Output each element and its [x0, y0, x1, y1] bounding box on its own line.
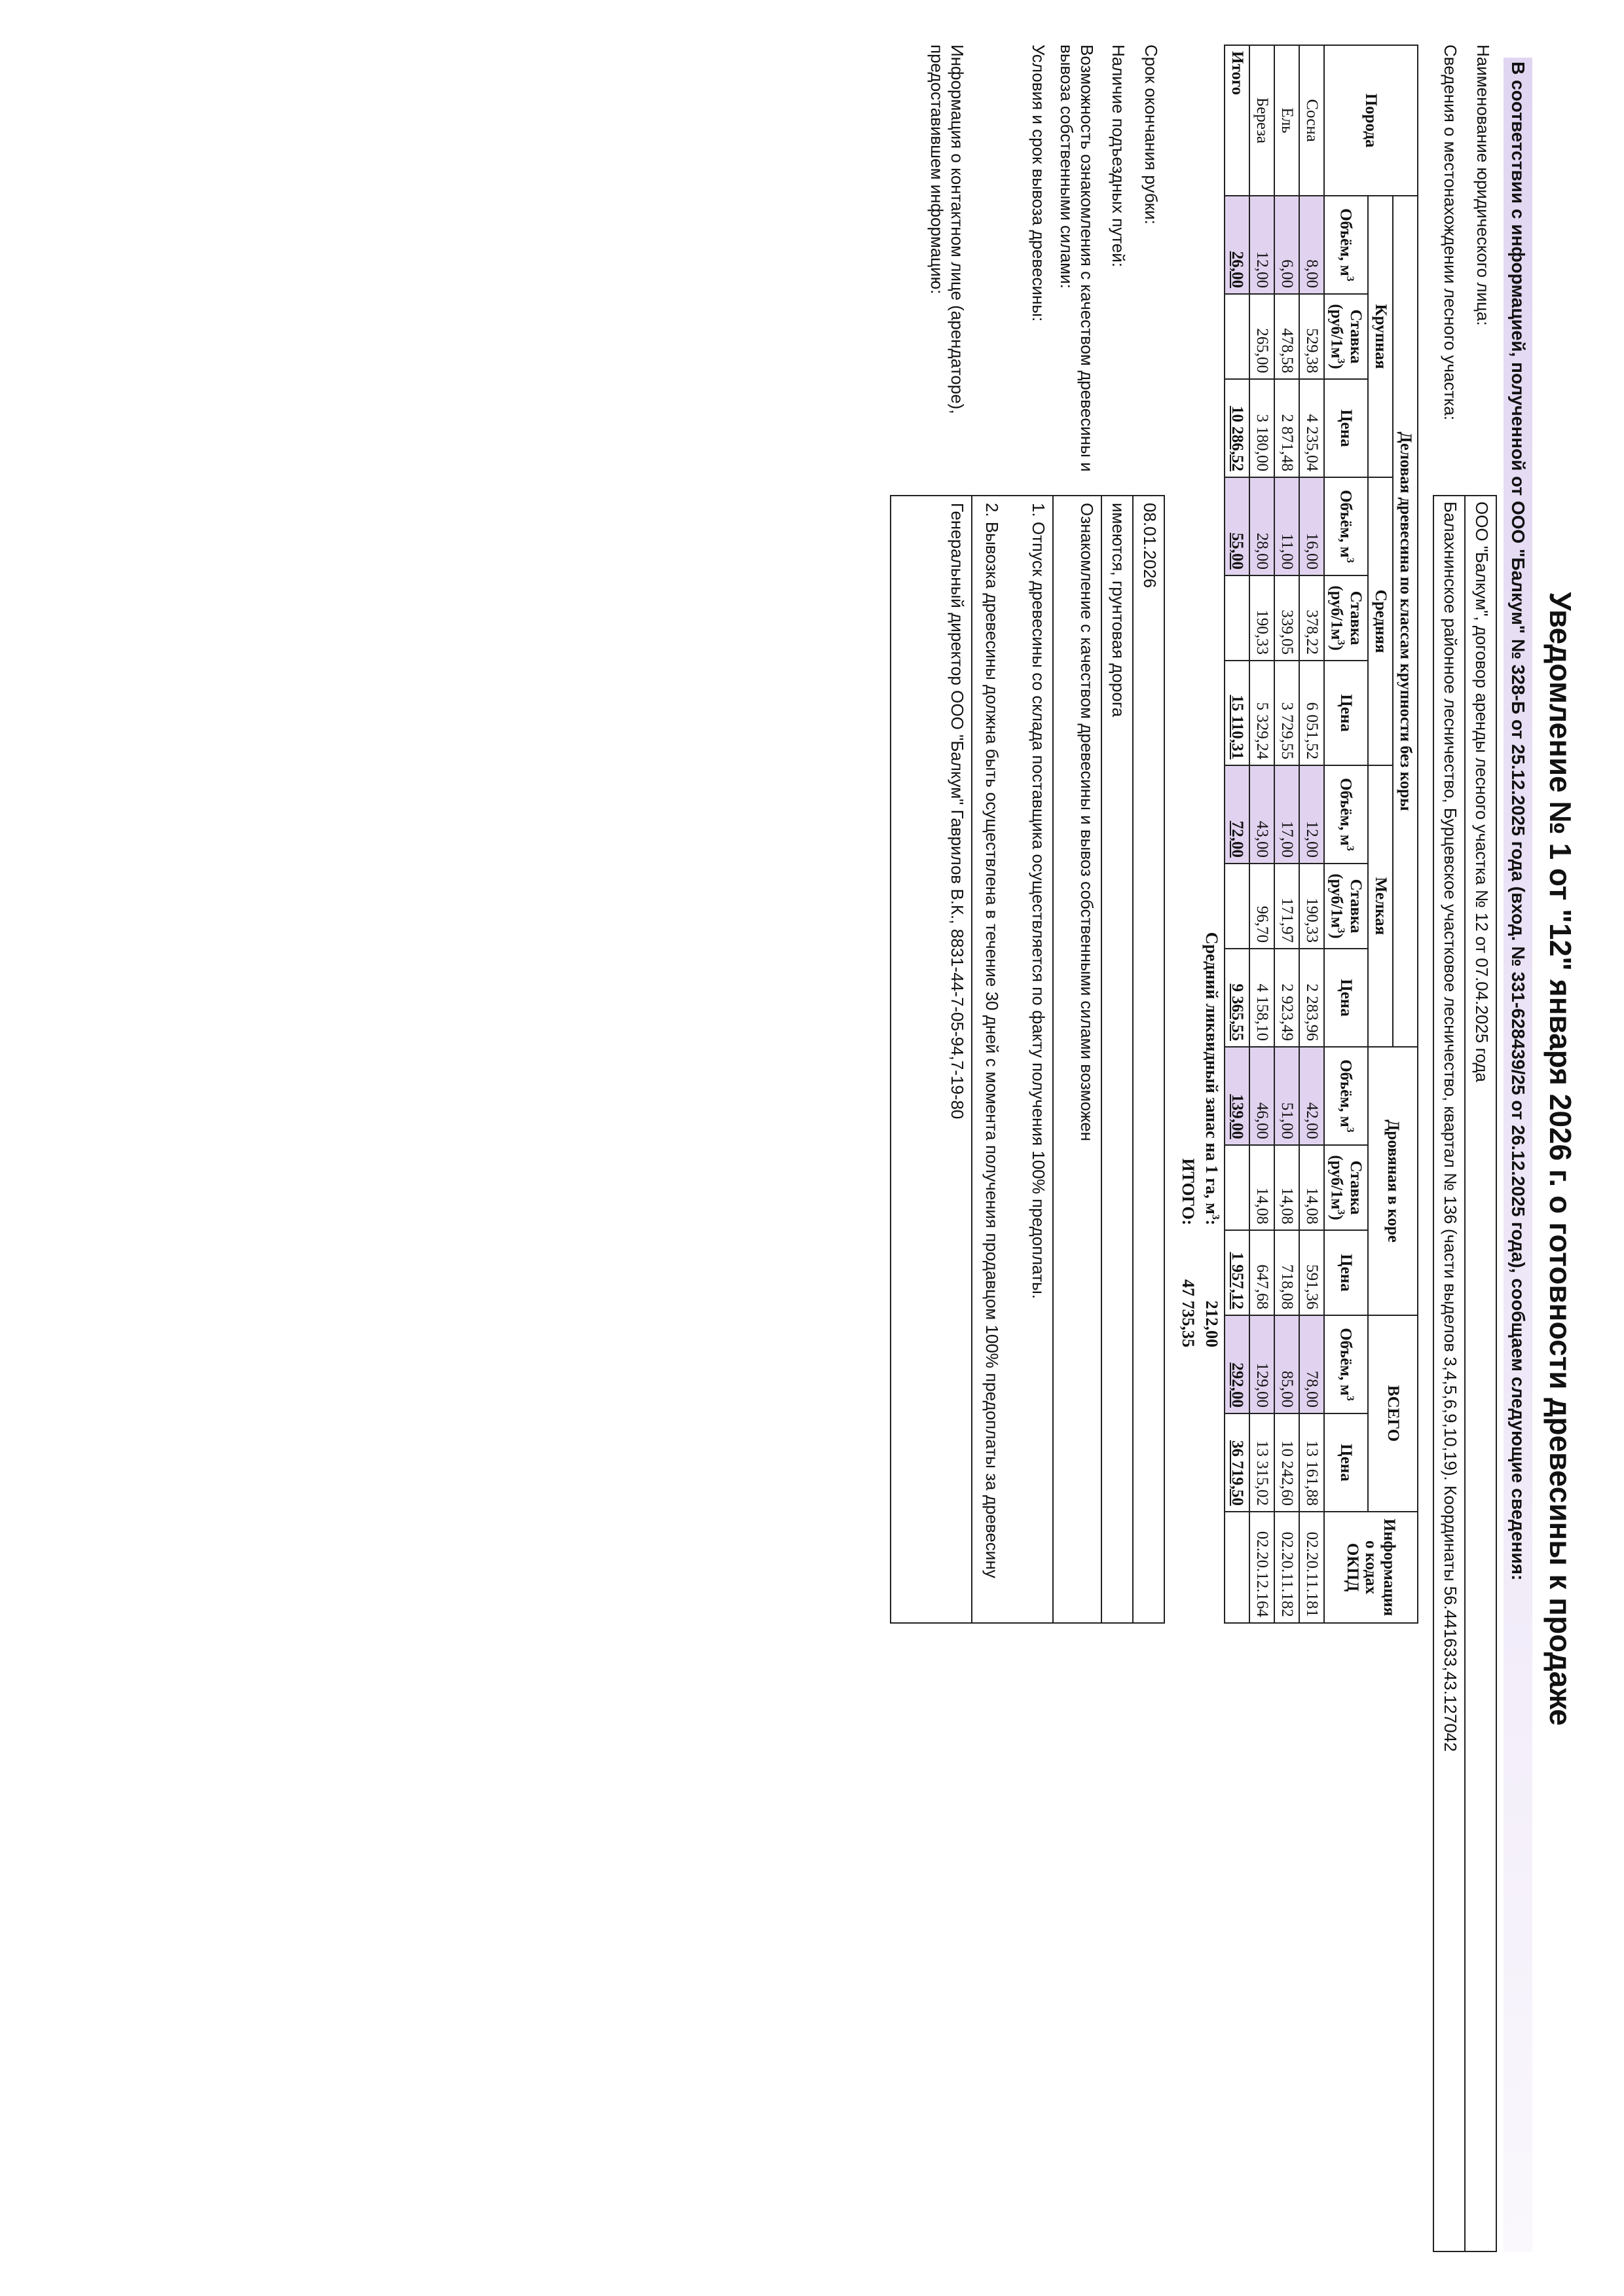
volume-cell: 46,00 — [1249, 1047, 1274, 1145]
price-cell: 13 161,88 — [1299, 1413, 1324, 1512]
business-timber-header: Деловая древесина по классам крупности без коры — [1393, 196, 1418, 1047]
rate-cell: 478,58 — [1274, 294, 1299, 379]
document-content — [890, 39, 1598, 2252]
small-rate-header: Ставка $(руб/1м^3)$ — [1324, 864, 1368, 949]
total-price-cell: 36 719,50 — [1225, 1413, 1249, 1512]
document-title: Уведомление № 1 от "12" января 2026 г. о готовности древесины к продаже — [1543, 592, 1578, 1726]
price-cell: 718,08 — [1274, 1230, 1299, 1315]
okpd-cell: 02.20.12.164 — [1249, 1512, 1274, 1623]
volume-cell: 8,00 — [1299, 196, 1324, 294]
access-roads-row — [1101, 39, 1132, 2252]
medium-rate-header: Ставка $(руб/1м^3)$ — [1324, 575, 1368, 661]
firewood-volume-header: Объём, $м^3$ — [1324, 1047, 1368, 1145]
okpd-cell: 02.20.11.181 — [1299, 1512, 1324, 1623]
total-row — [1225, 45, 1249, 1623]
average-stock-line — [1202, 932, 1221, 1347]
empty-cell — [1225, 864, 1249, 949]
table-row — [1274, 45, 1299, 1623]
inspection-row — [1052, 39, 1101, 2252]
rate-cell: 339,05 — [1274, 575, 1299, 661]
small-header: Мелкая — [1368, 765, 1393, 1047]
average-stock-unit-sup: 3 — [1209, 1214, 1221, 1220]
firewood-rate-header: Ставка $(руб/1м^3)$ — [1324, 1145, 1368, 1230]
firewood-header: Дровяная в коре — [1368, 1047, 1418, 1315]
volume-cell: 42,00 — [1299, 1047, 1324, 1145]
contact-value: Генеральный директор ООО "Балкум" Гаврилов В.К., 8831-44-7-05-94,7-19-80 — [890, 495, 971, 1624]
removal-term-2: 2. Вывозка древесины должна быть осуществлена в течение 30 дней с момента получения продавцом 100% предоплаты за древесину — [982, 503, 1002, 1578]
felling-end-value: 08.01.2026 — [1132, 495, 1165, 1624]
medium-header: Средняя — [1368, 477, 1393, 765]
rate-cell: 265,00 — [1249, 294, 1274, 379]
table-row — [1249, 45, 1274, 1623]
average-stock-value: 212,00 — [1202, 1300, 1221, 1347]
inspection-value: Ознакомление с качеством древесины и вывоз собственными силами возможен — [1052, 495, 1101, 1624]
price-cell: 5 329,24 — [1249, 661, 1274, 765]
okpd-header: Информация о кодах ОКПД — [1324, 1512, 1418, 1623]
price-cell: 2 871,48 — [1274, 379, 1299, 477]
total-volume-cell: 26,00 — [1225, 196, 1249, 294]
removal-terms-row — [971, 39, 1052, 2252]
species-cell: Сосна — [1299, 45, 1324, 196]
empty-cell — [1225, 575, 1249, 661]
medium-volume-header: Объём, $м^3$ — [1324, 477, 1368, 575]
felling-end-label: Срок окончания рубки: — [1141, 45, 1161, 225]
large-header: Крупная — [1368, 196, 1393, 477]
access-roads-label: Наличие подъездных путей: — [1108, 45, 1128, 268]
timber-table — [1224, 45, 1418, 1624]
total-price-cell: 9 365,55 — [1225, 949, 1249, 1047]
small-volume-header: Объём, $м^3$ — [1324, 765, 1368, 864]
average-stock-label: Средний ликвидный запас на 1 га, м — [1202, 932, 1221, 1214]
summary-block — [1172, 45, 1224, 1374]
total-volume-cell: 55,00 — [1225, 477, 1249, 575]
info-section — [1433, 39, 1497, 2252]
rate-cell: 190,33 — [1299, 864, 1324, 949]
rate-cell: 96,70 — [1249, 864, 1274, 949]
medium-price-header: Цена — [1324, 661, 1368, 765]
location-label: Сведения о местонахождении лесного участка: — [1441, 45, 1460, 421]
average-stock-colon: : — [1202, 1219, 1221, 1226]
header-row-1 — [1393, 45, 1418, 1623]
large-volume-header: Объём, $м^3$ — [1324, 196, 1368, 294]
volume-cell: 12,00 — [1249, 196, 1274, 294]
total-price-cell: 15 110,31 — [1225, 661, 1249, 765]
removal-term-1: 1. Отпуск древесины со склада поставщика осуществляется по факту получения 100% предоплаты. — [1028, 503, 1048, 1300]
okpd-cell: 02.20.11.182 — [1274, 1512, 1299, 1623]
empty-cell — [1225, 294, 1249, 379]
volume-cell: 43,00 — [1249, 765, 1274, 864]
volume-cell: 12,00 — [1299, 765, 1324, 864]
total-volume-cell: 139,00 — [1225, 1047, 1249, 1145]
volume-cell: 17,00 — [1274, 765, 1299, 864]
rate-cell: 171,97 — [1274, 864, 1299, 949]
rate-cell: 378,22 — [1299, 575, 1324, 661]
access-roads-value: имеются, грунтовая дорога — [1101, 495, 1132, 1624]
price-cell: 13 315,02 — [1249, 1413, 1274, 1512]
large-rate-header: Ставка $(руб/1м^3)$ — [1324, 294, 1368, 379]
price-cell: 6 051,52 — [1299, 661, 1324, 765]
rate-cell: 14,08 — [1249, 1145, 1274, 1230]
felling-end-row — [1132, 39, 1165, 2252]
inspection-label: Возможность ознакомления с качеством древесины и вывоза собственными силами: — [1056, 45, 1097, 472]
price-cell: 647,68 — [1249, 1230, 1274, 1315]
legal-name-row — [1464, 39, 1497, 2252]
contact-row — [890, 39, 971, 2252]
price-cell: 2 923,49 — [1274, 949, 1299, 1047]
rate-cell: 529,38 — [1299, 294, 1324, 379]
small-price-header: Цена — [1324, 949, 1368, 1047]
volume-cell: 85,00 — [1274, 1315, 1299, 1413]
location-row — [1433, 39, 1464, 2252]
price-cell: 4 235,04 — [1299, 379, 1324, 477]
price-cell: 10 242,60 — [1274, 1413, 1299, 1512]
volume-cell: 129,00 — [1249, 1315, 1274, 1413]
total-price-header: Цена — [1324, 1413, 1368, 1512]
total-price-cell: 10 286,52 — [1225, 379, 1249, 477]
total-header: ВСЕГО — [1368, 1315, 1418, 1512]
header-row-3 — [1324, 45, 1368, 1623]
grand-total-value: 47 735,35 — [1178, 1279, 1198, 1347]
price-cell: 3 729,55 — [1274, 661, 1299, 765]
details-section — [890, 39, 1165, 2252]
volume-cell: 16,00 — [1299, 477, 1324, 575]
contact-label: Информация о контактном лице (арендаторе), предоставившем информацию: — [927, 45, 967, 414]
species-cell: Береза — [1249, 45, 1274, 196]
empty-cell — [1225, 1145, 1249, 1230]
total-price-cell: 1 957,12 — [1225, 1230, 1249, 1315]
grand-total-label: ИТОГО: — [1178, 1158, 1198, 1226]
price-cell: 3 180,00 — [1249, 379, 1274, 477]
rate-cell: 190,33 — [1249, 575, 1274, 661]
large-price-header: Цена — [1324, 379, 1368, 477]
firewood-price-header: Цена — [1324, 1230, 1368, 1315]
price-cell: 591,36 — [1299, 1230, 1324, 1315]
volume-cell: 11,00 — [1274, 477, 1299, 575]
volume-cell: 78,00 — [1299, 1315, 1324, 1413]
legal-name-value: ООО "Балкум", договор аренды лесного участка № 12 от 07.04.2025 года — [1464, 495, 1497, 2252]
legal-name-label: Наименование юридического лица: — [1473, 45, 1493, 326]
total-volume-cell: 292,00 — [1225, 1315, 1249, 1413]
location-value: Балахнинское районное лесничество, Бурцевское участковое лесничество, квартал № 136 (части выделов 3,4,5,6,9,10,19). Координаты 56.441633,43.127042 — [1433, 495, 1464, 2252]
rate-cell: 14,08 — [1274, 1145, 1299, 1230]
price-cell: 4 158,10 — [1249, 949, 1274, 1047]
species-cell: Ель — [1274, 45, 1299, 196]
empty-cell — [1225, 1512, 1249, 1623]
volume-cell: 51,00 — [1274, 1047, 1299, 1145]
grand-total-line — [1178, 1158, 1198, 1347]
species-header: Порода — [1324, 45, 1418, 196]
volume-cell: 6,00 — [1274, 196, 1299, 294]
total-label: Итого — [1225, 45, 1249, 196]
total-volume-cell: 72,00 — [1225, 765, 1249, 864]
removal-terms-label: Условия и срок вывоза древесины: — [1028, 45, 1048, 322]
table-row — [1299, 45, 1324, 1623]
rate-cell: 14,08 — [1299, 1145, 1324, 1230]
volume-cell: 28,00 — [1249, 477, 1274, 575]
removal-terms-value — [971, 495, 1052, 1624]
price-cell: 2 283,96 — [1299, 949, 1324, 1047]
total-volume-header: Объём, $м^3$ — [1324, 1315, 1368, 1413]
intro-paragraph: В соответствии с информацией, полученной от ООО "Балкум" № 328-Б от 25.12.2025 года (вход. № 331-628439/25 от 26.12.2025 года), сообщаем следующие сведения: — [1504, 58, 1532, 2252]
